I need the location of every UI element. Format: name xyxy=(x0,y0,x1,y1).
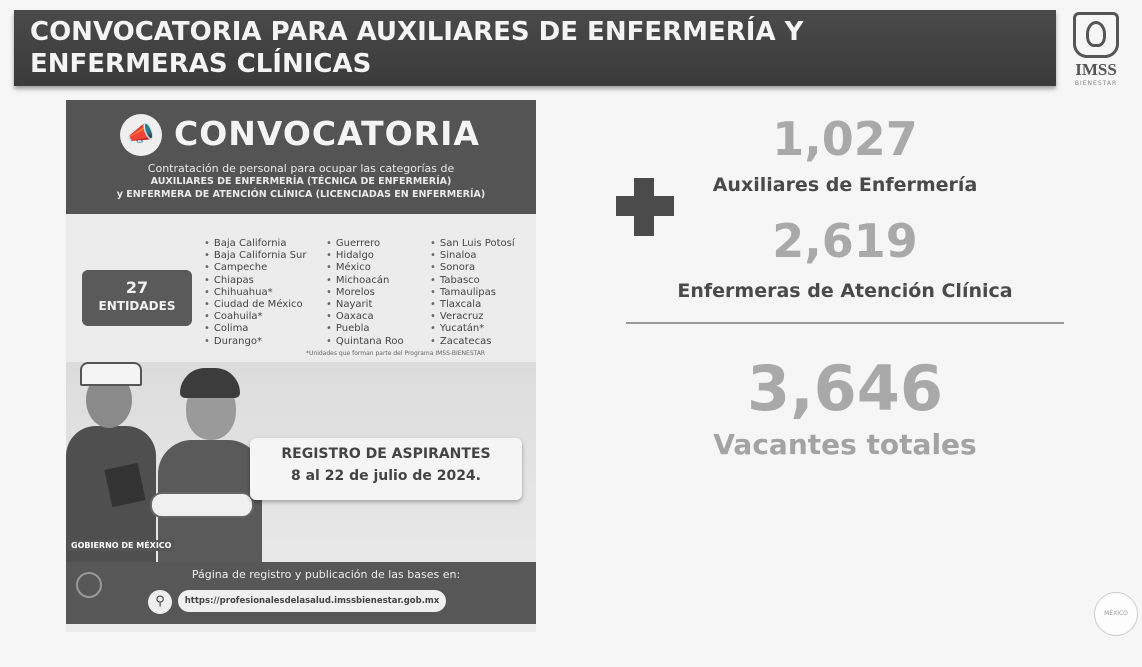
registro-box xyxy=(250,438,522,500)
list-item: • Morelos xyxy=(326,287,404,299)
entidades-label: ENTIDADES xyxy=(98,299,176,313)
registration-url[interactable]: https://profesionalesdelasalud.imssbienestar.gob.mx xyxy=(178,590,446,612)
search-icon: ⚲ xyxy=(148,590,172,614)
total-label: Vacantes totales xyxy=(713,428,977,461)
list-item: • Veracruz xyxy=(430,311,515,323)
list-item: • Zacatecas xyxy=(430,336,515,348)
list-item: • Campeche xyxy=(204,262,306,274)
states-list-col1 xyxy=(204,238,306,348)
logo-text: IMSS xyxy=(1075,60,1117,79)
poster-subtitle xyxy=(76,162,526,201)
list-item: • Durango* xyxy=(204,336,306,348)
poster-subtitle-line2: AUXILIARES DE ENFERMERÍA (TÉCNICA DE ENFERMERÍA) xyxy=(150,176,452,187)
list-item: • Hidalgo xyxy=(326,250,404,262)
gobierno-label: GOBIERNO DE MÉXICO xyxy=(68,540,174,551)
list-item: • Chiapas xyxy=(204,275,306,287)
mexico-badge: MÉXICO xyxy=(1094,592,1138,636)
auxiliares-label: Auxiliares de Enfermería xyxy=(712,174,978,196)
states-list-col2 xyxy=(326,238,404,348)
divider xyxy=(626,322,1064,324)
list-item: • México xyxy=(326,262,404,274)
imss-emblem-icon xyxy=(1073,12,1119,58)
page-title: CONVOCATORIA PARA AUXILIARES DE ENFERMERÍA Y ENFERMERAS CLÍNICAS xyxy=(30,17,804,79)
nurse-male-hair xyxy=(180,368,240,398)
list-item: • Tamaulipas xyxy=(430,287,515,299)
list-item: • Oaxaca xyxy=(326,311,404,323)
list-item: • Tabasco xyxy=(430,275,515,287)
total-count: 3,646 xyxy=(746,352,944,425)
convocatoria-poster xyxy=(66,100,536,632)
nurse-cap xyxy=(80,362,142,386)
registro-title: REGISTRO DE ASPIRANTES xyxy=(281,446,491,462)
auxiliares-count: 1,027 xyxy=(772,112,918,166)
list-item: • Ciudad de México xyxy=(204,299,306,311)
registro-dates: 8 al 22 de julio de 2024. xyxy=(290,468,481,484)
list-item: • Colima xyxy=(204,323,306,335)
list-item: • Chihuahua* xyxy=(204,287,306,299)
footer-text: Página de registro y publicación de las bases en: xyxy=(191,568,461,581)
seal-icon xyxy=(76,572,102,598)
list-item: • Michoacán xyxy=(326,275,404,287)
logo-subtext: BIENESTAR xyxy=(1074,80,1118,87)
list-item: • Nayarit xyxy=(326,299,404,311)
crossed-arms xyxy=(150,492,254,518)
entidades-count: 27 xyxy=(125,278,149,297)
clinicas-label: Enfermeras de Atención Clínica xyxy=(677,280,1013,302)
poster-title: CONVOCATORIA xyxy=(174,114,480,153)
list-item: • Tlaxcala xyxy=(430,299,515,311)
plus-icon-bar xyxy=(616,196,674,216)
entidades-badge xyxy=(82,270,192,326)
states-note: *Unidades que forman parte del Programa IMSS-BIENESTAR xyxy=(306,350,486,357)
list-item: • Puebla xyxy=(326,323,404,335)
list-item: • San Luis Potosí xyxy=(430,238,515,250)
list-item: • Sinaloa xyxy=(430,250,515,262)
list-item: • Yucatán* xyxy=(430,323,515,335)
list-item: • Coahuila* xyxy=(204,311,306,323)
poster-header xyxy=(66,100,536,214)
list-item: • Baja California xyxy=(204,238,306,250)
list-item: • Baja California Sur xyxy=(204,250,306,262)
imss-bienestar-logo xyxy=(1066,10,1126,90)
states-list-col3 xyxy=(430,238,515,348)
list-item: • Guerrero xyxy=(326,238,404,250)
poster-footer xyxy=(66,562,536,624)
poster-subtitle-line3: y ENFERMERA DE ATENCIÓN CLÍNICA (LICENCIADAS EN ENFERMERÍA) xyxy=(116,189,486,200)
clinicas-count: 2,619 xyxy=(772,214,918,268)
megaphone-icon: 📣 xyxy=(120,114,162,156)
list-item: • Sonora xyxy=(430,262,515,274)
header-banner xyxy=(14,10,1056,86)
poster-subtitle-line1: Contratación de personal para ocupar las categorías de xyxy=(147,162,455,175)
list-item: • Quintana Roo xyxy=(326,336,404,348)
